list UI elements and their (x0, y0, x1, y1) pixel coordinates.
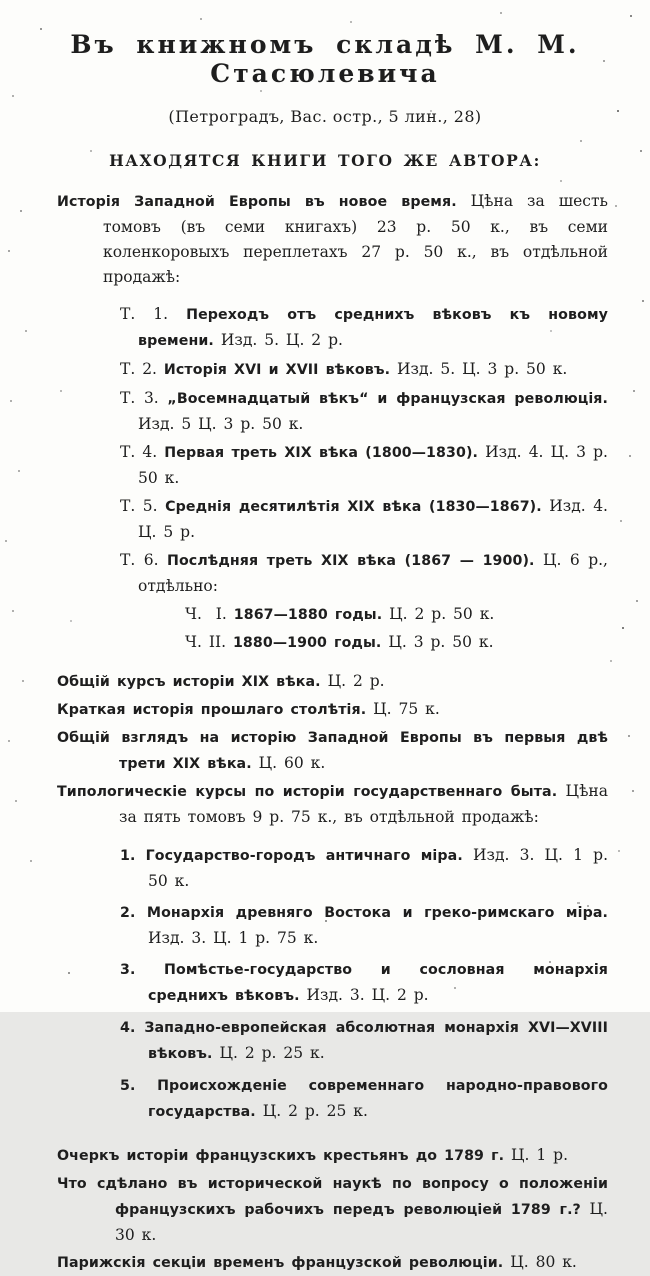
book-title: Что сдѣлано въ исторической наукѣ по вопросу о положеніи французскихъ рабочихъ передъ революціей 1789 г.? (57, 1176, 608, 1218)
typology-number: 3. (120, 962, 136, 978)
book-details: Ц. 2 р. (320, 672, 385, 690)
part-title: 1880—1900 годы. (232, 635, 382, 651)
volume-details: Изд. 4. Ц. 5 р. (138, 497, 608, 541)
book-title: Общій взглядъ на исторію Западной Европы въ первыя двѣ трети XIX вѣка. (57, 730, 608, 772)
volume-details: Ц. 6 р., отдѣльно: (138, 551, 608, 595)
volume-title: Среднія десятилѣтія XIX вѣка (1830—1867). (165, 499, 542, 515)
book-entry-1 (57, 669, 608, 695)
part-entry-1 (185, 602, 608, 628)
other-books-list (57, 669, 608, 830)
typology-entry-4 (120, 1015, 608, 1067)
main-work-title: Исторія Западной Европы въ новое время. (57, 194, 457, 210)
volume-title: Переходъ отъ среднихъ вѣковъ къ новому времени. (138, 307, 608, 349)
typology-title: Монархія древняго Востока и греко-римскаго міра. (146, 905, 608, 921)
book-details: Ц. 1 р. (504, 1146, 569, 1164)
volume-details: Изд. 5. Ц. 2 р. (213, 331, 343, 349)
volume-title: Послѣдняя треть XIX вѣка (1867 — 1900). (166, 553, 535, 569)
volume-details: Изд. 5 Ц. 3 р. 50 к. (138, 415, 304, 433)
volume-list (57, 302, 608, 656)
volume-entry-4 (120, 440, 608, 491)
typology-title: Западно-европейская абсолютная монархія XVI—XVIII вѣковъ. (144, 1020, 608, 1062)
book-details: Ц. 60 к. (251, 754, 326, 772)
typology-details: Изд. 3. Ц. 1 р. 50 к. (148, 846, 608, 890)
scan-noise-marks (0, 0, 3, 2)
part-details: Ц. 3 р. 50 к. (381, 633, 494, 651)
volume-label: Т. 1. (120, 305, 169, 323)
typology-title: Помѣстье-государство и сословная монархія среднихъ вѣковъ. (148, 962, 608, 1004)
typology-title: Происхожденіе современнаго народно-правового государства. (148, 1078, 608, 1120)
part-label: Ч. I. (185, 605, 227, 623)
book-title: Парижскія секціи временъ французской революціи. (57, 1255, 504, 1271)
volume-entry-1 (120, 302, 608, 354)
typology-entry-1 (120, 843, 608, 894)
book-entry-2 (57, 697, 608, 723)
typology-details: Ц. 2 р. 25 к. (255, 1102, 368, 1120)
volume-title: Исторія XVI и XVII вѣковъ. (163, 362, 391, 378)
typology-list (120, 843, 608, 1125)
volume-entry-5 (120, 494, 608, 545)
volume-entry-2 (120, 357, 608, 383)
book-title: Краткая исторія прошлаго столѣтія. (57, 702, 367, 718)
volume-entry-6 (120, 548, 608, 599)
typology-entry-5 (120, 1073, 608, 1125)
typology-entry-2 (120, 900, 608, 951)
book-entry-4 (57, 779, 608, 830)
typology-number: 2. (120, 905, 136, 921)
final-entry-1 (57, 1143, 608, 1169)
main-work-details: Цѣна за шесть томовъ (въ семи книгахъ) 23 р. 50 к., въ семи коленкоровыхъ переплетахъ 27 р. 50 к., въ отдѣльной продажѣ: (103, 192, 608, 286)
typology-details: Изд. 3. Ц. 1 р. 75 к. (148, 929, 319, 947)
typology-number: 4. (120, 1020, 136, 1036)
volume-details: Изд. 5. Ц. 3 р. 50 к. (390, 360, 568, 378)
final-books-list (57, 1143, 608, 1276)
volume-label: Т. 3. (120, 389, 159, 407)
volume-entry-3 (120, 386, 608, 437)
typology-details: Ц. 2 р. 25 к. (212, 1044, 325, 1062)
part-entry-2 (185, 630, 608, 656)
volume-label: Т. 4. (120, 443, 158, 461)
book-details: Цѣна за пять томовъ 9 р. 75 к., въ отдѣльной продажѣ: (119, 782, 608, 826)
typology-entry-3 (120, 957, 608, 1009)
part-details: Ц. 2 р. 50 к. (382, 605, 495, 623)
typology-number: 5. (120, 1078, 136, 1094)
part-label: Ч. II. (185, 633, 227, 651)
volume-label: Т. 6. (120, 551, 159, 569)
volume-label: Т. 5. (120, 497, 158, 515)
final-entry-2 (57, 1171, 608, 1248)
volume-details: Изд. 4. Ц. 3 р. 50 к. (138, 443, 608, 487)
main-work-entry (57, 189, 608, 290)
book-title: Очеркъ исторіи французскихъ крестьянъ до 1789 г. (57, 1148, 505, 1164)
typology-number: 1. (120, 848, 136, 864)
section-heading: НАХОДЯТСЯ КНИГИ ТОГО ЖЕ АВТОРА: (109, 151, 541, 170)
catalog-content (0, 189, 650, 1276)
book-title: Типологическіе курсы по исторіи государственнаго быта. (57, 784, 558, 800)
page-title: Въ книжномъ складѣ М. М. Стасюлевича (70, 30, 580, 88)
typology-title: Государство-городъ античнаго міра. (145, 848, 463, 864)
book-title: Общій курсъ исторіи XIX вѣка. (57, 674, 321, 690)
book-details: Ц. 30 к. (115, 1200, 608, 1244)
book-details: Ц. 80 к. (503, 1253, 577, 1271)
typology-details: Изд. 3. Ц. 2 р. (299, 986, 429, 1004)
volume-title: „Восемнадцатый вѣкъ“ и французская революція. (167, 391, 608, 407)
book-details: Ц. 75 к. (366, 700, 440, 718)
part-title: 1867—1880 годы. (233, 607, 383, 623)
volume-label: Т. 2. (120, 360, 157, 378)
volume-title: Первая треть XIX вѣка (1800—1830). (164, 445, 479, 461)
publisher-address: (Петроградъ, Вас. остр., 5 лин., 28) (168, 107, 482, 126)
final-entry-3 (57, 1250, 608, 1276)
book-entry-3 (57, 725, 608, 777)
